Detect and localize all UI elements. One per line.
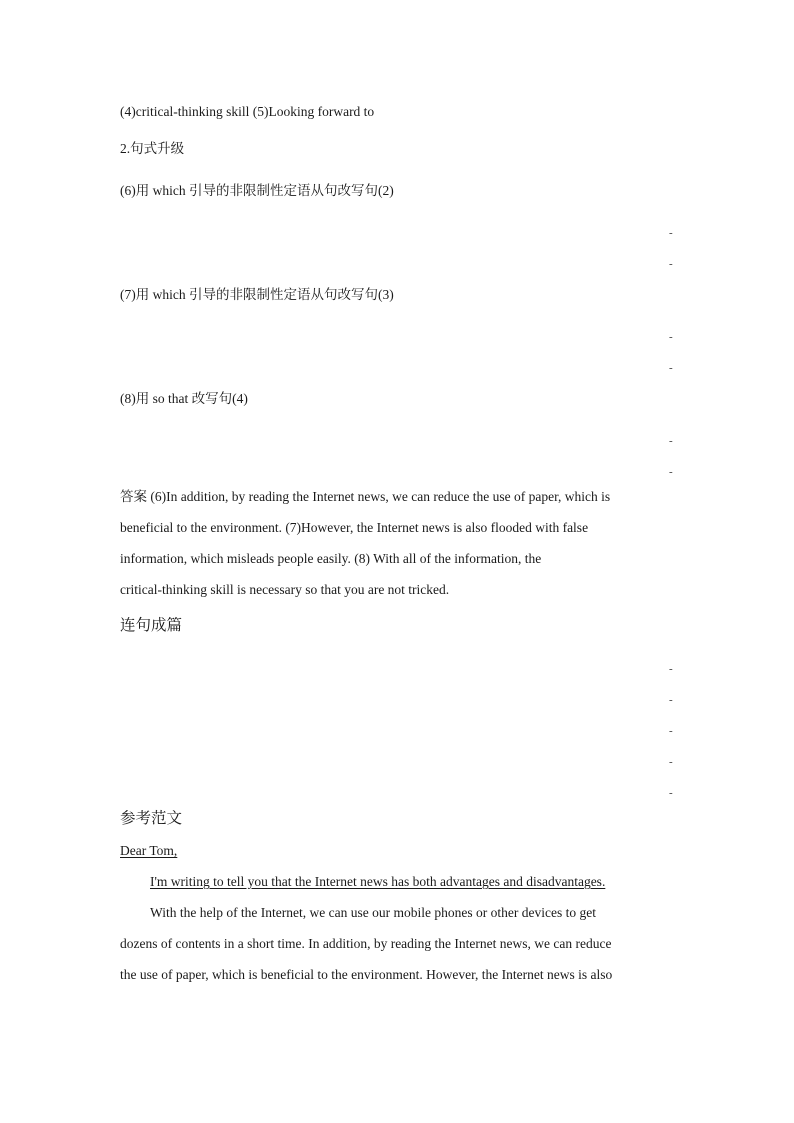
- sample-line-1: I'm writing to tell you that the Internet news has both advantages and disadvantages.: [150, 874, 606, 889]
- answer-blank-mark: -: [669, 258, 673, 270]
- question-8: (8)用 so that 改写句(4): [120, 391, 248, 406]
- answer-line-1: 答案 (6)In addition, by reading the Internet news, we can reduce the use of paper, which is: [120, 489, 611, 504]
- section-sentence-upgrade-title: 2.句式升级: [120, 141, 185, 156]
- answer-blank-mark: -: [669, 663, 673, 675]
- sample-line-4: the use of paper, which is beneficial to the environment. However, the Internet news is also: [120, 967, 613, 982]
- question-7: (7)用 which 引导的非限制性定语从句改写句(3): [120, 287, 394, 302]
- answer-blank-mark: -: [669, 756, 673, 768]
- letter-greeting: Dear Tom,: [120, 843, 178, 858]
- phrase-answers-line: (4)critical-thinking skill (5)Looking forward to: [120, 104, 375, 119]
- answer-line-2: beneficial to the environment. (7)However, the Internet news is also flooded with false: [120, 520, 589, 535]
- answer-blank-mark: -: [669, 227, 673, 239]
- answer-blank-mark: -: [669, 725, 673, 737]
- sample-line-2: With the help of the Internet, we can use our mobile phones or other devices to get: [150, 905, 596, 920]
- answer-blank-mark: -: [669, 331, 673, 343]
- question-6: (6)用 which 引导的非限制性定语从句改写句(2): [120, 183, 394, 198]
- answer-blank-mark: -: [669, 362, 673, 374]
- answer-line-4: critical-thinking skill is necessary so that you are not tricked.: [120, 582, 450, 597]
- answer-blank-mark: -: [669, 435, 673, 447]
- answer-line-3: information, which misleads people easily. (8) With all of the information, the: [120, 551, 542, 566]
- answer-blank-mark: -: [669, 694, 673, 706]
- answer-blank-mark: -: [669, 787, 673, 799]
- section-connect-sentences-title: 连句成篇: [120, 617, 183, 634]
- answer-blank-mark: -: [669, 466, 673, 478]
- section-sample-essay-title: 参考范文: [120, 810, 183, 827]
- sample-line-3: dozens of contents in a short time. In addition, by reading the Internet news, we can reduce: [120, 936, 612, 951]
